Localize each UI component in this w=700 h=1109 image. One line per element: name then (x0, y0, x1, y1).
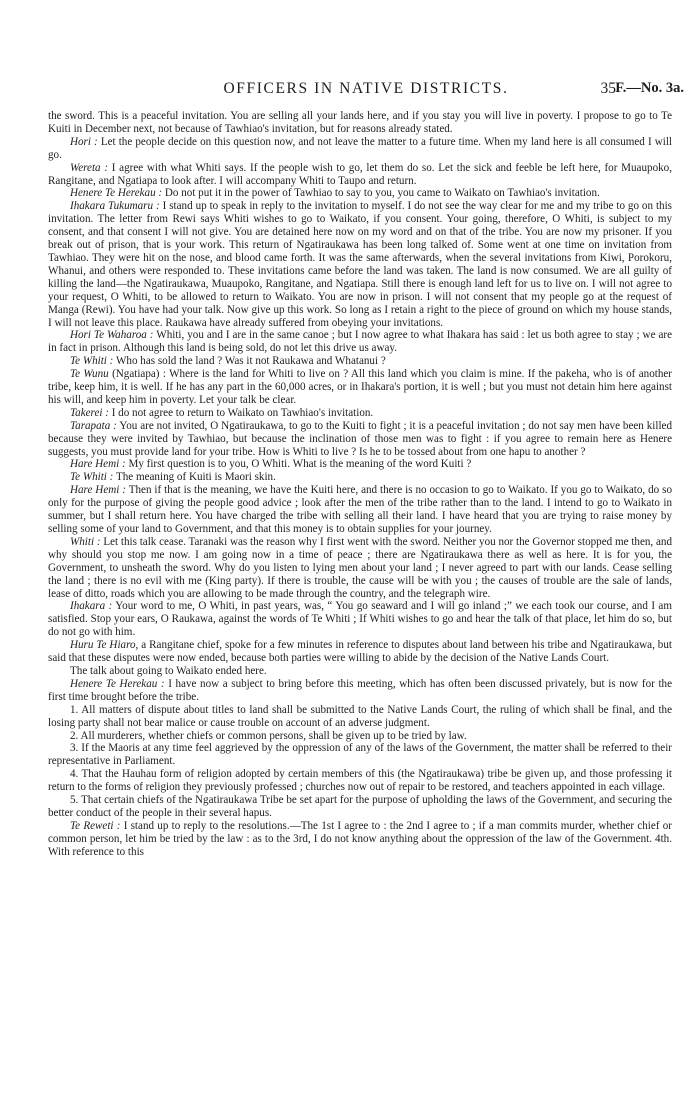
paragraph (48, 368, 672, 407)
paragraph (48, 187, 672, 200)
paragraph (48, 742, 672, 768)
paragraph (48, 768, 672, 794)
paragraph-text: I agree with what Whiti says. If the people wish to go, let them do so. Let the sick and feeble be left here, for Muaupoko, Rangitane, and Ngatiapa to look after. I will accompany Whiti to Taupo and return. (48, 161, 672, 187)
paragraph-text: 4. That the Hauhau form of religion adopted by certain members of this (the Ngatiraukawa) tribe be given up, and those professing it return to the forms of religion they previously professed ; churches now out of repair to be restored, and teachers appointed in each village. (48, 768, 672, 794)
page-number: 35 (600, 80, 616, 97)
paragraph-text: I stand up to speak in reply to the invitation to myself. I do not see the way clear for me and my tribe to go on this invitation. The letter from Rewi says Whiti wishes to go to Waikato, if you consent. Your going, therefore, O Whiti, is subject to my consent, and that consent I will not give. You are detained here now on my word and on that of the tribe. You are now my prisoner. If you break out of prison, that is your work. This return of Ngatiraukawa has been long talked of. Some went at one time on invitation from Tawhiao. They were hit on the nose, and blood came forth. It was the same afterwards, when the several invitations from Kiwi, Porokoru, Whanui, and others were responded to. These invitations came before the land was taken. The land is now consumed. We are all guilty of killing the land—the Ngatiraukawa, Muaupoko, Rangitane, and Ngatiapa. Still there is enough land left for us to live on. I will not agree to your request, O Whiti, to be allowed to return to Waikato. You are now in prison. I will not consent that my people go at the request of Manga (Rewi). You have had your talk. Now give up this work. So long as I retain a right to the piece of ground on which my house stands, I will not leave this place. Raukawa have already suffered from obeying your invitations. (48, 200, 672, 329)
speaker-name: Hare Hemi : (70, 484, 126, 497)
paragraph (48, 639, 672, 665)
paragraph (48, 136, 672, 162)
speaker-name: Ihakara Tukumaru : (70, 200, 160, 213)
paragraph (48, 162, 672, 188)
paragraph (48, 536, 672, 601)
paragraph (48, 730, 672, 743)
paragraph (48, 600, 672, 639)
body-text (48, 110, 672, 859)
speaker-name: Hori Te Waharoa : (70, 329, 154, 342)
paragraph (48, 407, 672, 420)
speaker-name: Te Reweti : (70, 819, 121, 832)
paragraph (48, 820, 672, 859)
speaker-name: Te Whiti : (70, 355, 114, 368)
speaker-name: Te Whiti : (70, 471, 114, 484)
speaker-name: Henere Te Herekau : (70, 677, 165, 690)
paragraph (48, 665, 672, 678)
paragraph-text: My first question is to you, O Whiti. What is the meaning of the word Kuiti ? (128, 458, 472, 471)
paragraph-text: Your word to me, O Whiti, in past years, was, “ You go seaward and I will go inland ;” we each took our course, and I am satisfied. Stop your ears, O Raukawa, against the words of Te Whiti ; If Whiti wishes to go and hear the talk of that place, let him do so, but do not go with him. (48, 600, 672, 639)
paragraph (48, 355, 672, 368)
paragraph (48, 110, 672, 136)
paragraph-text: I do not agree to return to Waikato on Tawhiao's invitation. (111, 406, 374, 419)
paragraph-text: I stand up to reply to the resolutions.—The 1st I agree to : the 2nd I agree to ; if a man commits murder, whether chief or common person, let him be tried by the law : as to the 3rd, I do not know anything about the oppression of the law of the Government. 4th. With reference to this (48, 819, 672, 858)
paragraph (48, 484, 672, 536)
speaker-name: Takerei : (70, 406, 109, 419)
running-header (48, 80, 684, 102)
paragraph-text: Let this talk cease. Taranaki was the reason why I first went with the sword. Neither you nor the Governor stopped me then, and why should you stop me now. I am going now in a time of peace ; there are Ngatiraukawa there as well as here. It is for you, the Government, to unsheath the sword. Why do you listen to lying men about your land ; I never agreed to part with our lands. Cease selling the land ; there is no evil with me (King party). If there is trouble, the cause will be with you ; the causes of trouble are the sale of lands, lease of ditto, roads which you are allowing to be made through the country, and the telegraph wire. (48, 535, 672, 600)
paragraph (48, 200, 672, 329)
paragraph-text: The meaning of Kuiti is Maori skin. (115, 471, 276, 484)
paragraph (48, 420, 672, 459)
paragraph (48, 458, 672, 471)
paragraph (48, 704, 672, 730)
paragraph-text: You are not invited, O Ngatiraukawa, to go to the Kuiti to fight ; it is a peaceful invitation ; do not say men have been killed because they were invited by Tawhiao, but because the inclination of those men was to fight : if you agree to remain here as Henere suggests, you must provide land for your tribe. How is Whiti to live ? Is he to be tossed about from one hapu to another ? (48, 419, 672, 458)
paragraph-text: the sword. This is a peaceful invitation. You are selling all your lands here, and if you stay you will live in poverty. I propose to go to Te Kuiti in December next, not because of Tawhiao's invitation, but for reasons already stated. (48, 110, 672, 135)
speaker-name: Huru Te Hiaro, (70, 639, 139, 652)
paragraph-text: 2. All murderers, whether chiefs or common persons, shall be given up to be tried by law. (70, 729, 467, 742)
paragraph-text: 5. That certain chiefs of the Ngatiraukawa Tribe be set apart for the purpose of upholding the laws of the Government, and securing the better conduct of the people in their several hapus. (48, 794, 672, 819)
speaker-name: Hare Hemi : (70, 458, 126, 471)
paragraph (48, 329, 672, 355)
paragraph (48, 678, 672, 704)
paragraph-text: (Ngatiapa) : Where is the land for Whiti to live on ? All this land which you claim is mine. If the pakeha, who is of another tribe, keep him, it is well. If he has any part in the 60,000 acres, or in Ihakara's portion, it is well ; but you must not detain him here against his will, and keep him in poverty. Let your talk be clear. (48, 368, 672, 406)
paragraph-text: Whiti, you and I are in the same canoe ; but I now agree to what Ihakara has said : let us both agree to stay ; we are in fact in prison. Although this land is being sold, do not let this drive us away. (48, 329, 672, 355)
header-title: OFFICERS IN NATIVE DISTRICTS. (223, 80, 509, 97)
paragraph-text: Who has sold the land ? Was it not Raukawa and Whatanui ? (115, 355, 386, 368)
speaker-name: Wereta : (70, 161, 109, 174)
speaker-name: Whiti : (70, 535, 101, 548)
speaker-name: Ihakara : (70, 600, 113, 613)
paragraph-text: 1. All matters of dispute about titles to land shall be submitted to the Native Lands Court, the ruling of which shall be final, and the losing party shall not bear malice or cause trouble on account of an adverse judgment. (48, 703, 672, 729)
speaker-name: Henere Te Herekau : (70, 187, 163, 200)
speaker-name: Hori : (70, 135, 98, 148)
speaker-name: Tarapata : (70, 419, 117, 432)
paragraph-text: a Rangitane chief, spoke for a few minutes in reference to disputes about land between his tribe and Ngatiraukawa, but said that these disputes were now ended, because both parties were willing to abide by the decision of the Native Lands Court. (48, 639, 672, 665)
paragraph (48, 471, 672, 484)
paragraph-text: Do not put it in the power of Tawhiao to say to you, you came to Waikato on Tawhiao's invitation. (164, 187, 600, 200)
paragraph-text: The talk about going to Waikato ended here. (70, 664, 267, 677)
paragraph-text: 3. If the Maoris at any time feel aggrieved by the oppression of any of the laws of the Government, the matter shall be referred to their representative in Parliament. (48, 742, 672, 768)
paragraph-text: Let the people decide on this question now, and not leave the matter to a future time. When my land here is all consumed I will go. (48, 135, 672, 161)
paragraph-text: Then if that is the meaning, we have the Kuiti here, and there is no occasion to go to Waikato. If you go to Waikato, do so only for the purpose of giving the people good advice ; look after the men of the tribe rather than to the land. I intend to go to Waikato in summer, but I shall return here. You have charged the tribe with selling all their land. I have heard that you are trying to raise money by selling some of your land to Government, and that this money is to obtain supplies for your journey. (48, 484, 672, 535)
document-reference: F.—No. 3a. (615, 80, 684, 96)
speaker-name: Te Wunu (70, 368, 109, 381)
paragraph (48, 794, 672, 820)
paragraph-text: I have now a subject to bring before this meeting, which has often been discussed privately, but is now for the first time brought before the tribe. (48, 677, 673, 703)
